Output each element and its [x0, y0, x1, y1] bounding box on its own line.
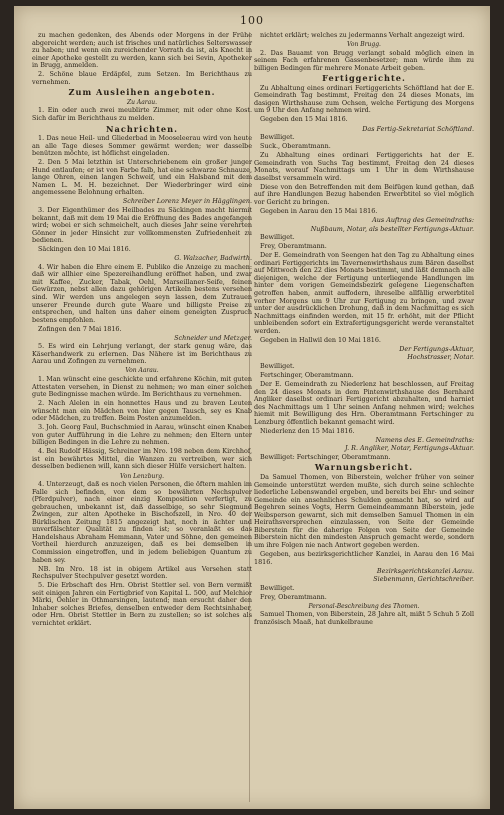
paragraph: Der E. Gemeindrath zu Niederlenz hat beschlossen, auf Freitag den 24 dieses Monats in dem Pintenwirthshause des Bernhard Angliker daselbst ordinari Fertiggericht abzuhalten, und harniet des Nachmittags um 1 Uhr seinen Anfang nehmen wird; welches hiemit mit Bewilligung des Hrn. Oberamtmann Fertschinger zu Lenzburg öffentlich bekannt gemacht wird. — [254, 379, 474, 426]
signature-line: Nußbaum, Notar, als bestellter Fertigungs-Aktuar. — [310, 224, 474, 233]
paragraph: 1. Das neue Heil- und Gliederbad in Mooseleerau wird von heute an alle Tage dieses Sommer gewärmt werden; wer dasselbe benützen möchte, ist höflichst eingeladen. — [32, 134, 252, 158]
section-heading: Warnungsbericht. — [314, 462, 414, 473]
paragraph: zu machen gedenken, des Abends oder Morgens in der Frühe abgereicht werden; auch ist frisches und natürliches Selterswasser zu haben; und wenn ein zureichender Vorrath da ist, als Knecht in einer Apotheke gestellt zu werden, kann sich bei Sevin, Apotheker in Brugg, anmelden. — [32, 31, 252, 70]
signature-line: G. Walzacher, Badwirth. — [174, 254, 252, 263]
signature-line: Schreiber Lorenz Meyer in Hägglingen. — [122, 197, 252, 206]
paragraph: 4. Unterzeugt, daß es noch vielen Personen, die öftern mahlen im Falle sich befinden, von dem so bewährten Nechspulver (Pferdpulver), nach einer einzig Komposition verfertigt, zu gebrauchen, unbekannt ist, daß dasselbige, so sehr Siegmund Zwingen, zur alten Apotheke in Bischofszell, in Nro. 40 der Bürklischen Zeitung 1815 angezeigt hat, noch in ächter und unverfälschter Qualität zu finden ist; so veranlaßt es das Handelshaus Abraham Hemmann, Vater und Söhne, den gemeinen Vortheil hierdurch anzuzeigen, daß es bei demselben in Commission eingetroffen, und in jedem beliebigen Quantum zu haben sey. — [32, 480, 252, 564]
paragraph: Bewilliget. — [260, 583, 295, 592]
paragraph: 4. Bei Rudolf Hässig, Schreiner im Nro. 198 neben dem Kirchhof, ist ein bewährtes Mittel, die Wanzen zu vertreiben, wer sich desselben bedienen will, kann sich dieser Hülfe versichert halten. — [32, 447, 252, 471]
paragraph: 4. Wir haben die Ehre einem E. Publiko die Anzeige zu machen: daß wir allhier eine Spezereihandlung eröffnet haben, und zwar mit Kaffee, Zucker, Tabak, Oehl, Marseillaner-Seife, feinen Gewürzen, nebst allen dazu gehörigen Artikeln bestens versehen sind. Wir werden uns angelegen seyn lassen, dem Zutrauen unserer Freunde durch gute Waare und billigste Preise zu entsprechen, und halten uns daher einem geneigten Zuspruch bestens empfohlen. — [32, 262, 252, 324]
paragraph: Bewilliget: Fertschinger, Oberamtmann. — [260, 452, 391, 461]
location-subheading: Von Aarau. — [125, 367, 159, 375]
paragraph: 2. Das Bauamt von Brugg verlangt sobald möglich einen in seinem Fach erfahrenen Gassenbesetzer; man würde ihm zu billigen Bedingen für mehrere Monate Arbeit geben. — [254, 48, 474, 72]
paragraph: 2. Nach Alelen in ein honnettes Haus und zu braven Leuten wünscht man ein Mädchen von hier gegen Tausch, sey es Knab oder Mädchen, zu treffen. Beim Posten anzumelden. — [32, 399, 252, 423]
paragraph: Fertschinger, Oberamtmann. — [260, 370, 354, 379]
signature-line: Das Fertig-Sekretariat Schöftland. — [362, 124, 474, 133]
paragraph: 3. Joh. Georg Faul, Buchschmied in Aarau, wünscht einen Knaben von guter Aufführung in die Lehre zu nehmen; den Eltern unter billigen Bedingen in die Lehre zu nehmen. — [32, 423, 252, 447]
paragraph: 2. Den 5 Mai letzthin ist Unterschriebenem ein großer junger Hund entlaufen; er ist von Farbe falb, hat eine schwarze Schnauze, lange Ohren, einen langen Schweif, und ein Halsband mit dem Namen L. M. H. bezeichnet. Der Wiederbringer wird eine angemessene Belohnung erhalten. — [32, 158, 252, 197]
section-heading: Nachrichten. — [106, 123, 178, 134]
newspaper-page — [14, 6, 490, 809]
paragraph: Gegeben in Hallwil den 10 Mai 1816. — [260, 335, 381, 344]
column-divider — [249, 32, 250, 802]
paragraph: Gegeben den 15 Mai 1816. — [260, 115, 348, 124]
paragraph: Der E. Gemeindrath von Seengen hat den Tag zu Abhaltung eines ordinari Fertiggerichts im Tavernenwirthshaus zum Bären daselbst auf Mittwoch den 22 dies Monats bestimmt, und läßt demnach alle diejenigen, welche der Fertigung unterliegende Handlungen im hinter dem vorigen Gemeindsbezirk gelegene Liegenschaften getroffen haben, anmit auffodern, ihreselbe allfällig erwerbtitel vorher Morgens um 9 Uhr zur Fertigung zu bringen, und zwar unter der ausdrücklichen Drohung, daß in dem Nachmittag es sich Nachmittags einfinden werden, mit 15 fr. erhöht, mit der Pflicht unbleibenden sofort ein Extrafertigungsgericht werde veranstaltet werden. — [254, 251, 474, 335]
paragraph: 1. Man wünscht eine geschickte und erfahrene Köchin, mit guten Attestaten versehen, in Dienst zu nehmen; wo man einer solchen gute Bedingnisse machen würde. Im Berichthaus zu vernehmen. — [32, 374, 252, 399]
location-subheading: Von Brugg. — [347, 41, 381, 49]
paragraph: Frey, Oberamtmann. — [260, 592, 327, 601]
paragraph: Da Samuel Thomen, von Biberstein, welcher früher von seiner Gemeinde unterstützt werden mußte, sich durch seine schlechte liederliche Lebenswandel ergeben, und bereits bei Ehr- und seiner Gemeinde ein ansehnliches Schulden gemacht hat, so wird auf Begehren seines Vogts, Herrn Gemeindeammann Biberstein, jede Weibsperson gewarnt, sich mit demselben Samuel Thomen in ein Heirathsversprechen einzulassen, von Seite der Gemeinde Biberstein für die daherige Folgen von Seite der Gemeinde Biberstein nicht den mindesten Anspruch gemacht werde, sondern um ihre Folgen nie nach Antwort gegeben werden. — [254, 472, 474, 549]
location-subheading: Von Lenzburg. — [119, 472, 165, 480]
signature-line: Namens des E. Gemeindraths: — [375, 435, 474, 444]
signature-line: Der Fertigungs-Aktuar, — [399, 344, 474, 353]
section-heading: Fertiggerichte. — [322, 73, 406, 84]
paragraph: 5. Es wird ein Lehrjung verlangt, der stark genug wäre, das Käserhandwerk zu erlernen. Das Nähere ist im Berichthaus zu Aarau und Zofingen zu vernehmen. — [32, 342, 252, 366]
paragraph: Suck., Oberamtmann. — [260, 142, 331, 151]
section-heading: Zum Ausleihen angeboten. — [68, 87, 216, 98]
paragraph: Frey, Oberamtmann. — [260, 242, 327, 251]
paragraph: 1. Ein oder auch zwei meublirte Zimmer, mit oder ohne Kost. Sich dafür im Berichthaus zu melden. — [32, 106, 252, 122]
signature-line: J. R. Angliker, Notar, Fertigungs-Aktuar. — [345, 444, 474, 453]
paragraph: 3. Der Eigenthümer des Heilbades zu Säckingen macht hiermit bekannt, daß mit dem 19 Mai die Eröffnung des Bades angefangen wird; wobei er sich schmeichelt, auch dieses Jahr seine verehrten Gönner in jeder Hinsicht zur vollkommensten Zufriedenheit zu bedienen. — [32, 205, 252, 245]
paragraph: 5. Die Erbschaft des Hrn. Obrist Stettler sel. von Bern vermißt seit einigen Jahren ein Fertigbrief von Kapital L. 500, auf Melchior Märki, Oehler in Othmarsingen, lautend; man ersucht daher den Inhaber solches Briefes, denselben entweder dem Rechtsinhaber, oder Hrn. Obrist Stettler in Bern zu zustellen; so ist solches als vernichtet erklärt. — [32, 581, 252, 627]
paragraph: Bewilliget. — [260, 361, 295, 370]
signature-line: Hochstrasser, Notar. — [407, 353, 474, 362]
paragraph: Gegeben in Aarau den 15 Mai 1816. — [260, 206, 378, 215]
paragraph: Bewilliget. — [260, 233, 295, 242]
signature-line: Schneider und Metzger. — [174, 333, 252, 342]
paragraph: Zu Abhaltung eines ordinari Fertiggerichts Schöftland hat der E. Gemeindrath Tag bestimmt, Freitag den 24 dieses Monats, im dasigen Wirthshause zum Ochsen, welche Fertigung des Morgens um 9 Uhr den Anfang nehmen wird. — [254, 83, 474, 115]
paragraph: Bewilliget. — [260, 133, 295, 142]
paragraph: Diese von den Betreffenden mit dem Beifügen kund gethan, daß auf ihre Handlungen Bezug habenden Erwerbtitel so viel möglich vor Gericht zu bringen. — [254, 182, 474, 206]
left-column — [32, 32, 252, 629]
paragraph: Samuel Thomen, von Biberstein, 28 Jahre alt, mißt 5 Schuh 5 Zoll französisch Maaß, hat dunkelbraune — [254, 610, 474, 626]
paragraph: Niederlenz den 15 Mai 1816. — [260, 426, 355, 435]
paragraph: Gegeben, aus bezirksgerichtlicher Kanzlei, in Aarau den 16 Mai 1816. — [254, 549, 474, 566]
paragraph: NB. Im Nro. 18 ist in obigem Artikel aus Versehen statt Rechspulver Stechpulver gesetzt worden. — [32, 564, 252, 581]
paragraph: Säckingen den 10 Mai 1816. — [38, 245, 131, 254]
signature-line: Bezirksgerichtskanzlei Aarau. — [376, 566, 474, 575]
paragraph: 2. Schöne blaue Erdäpfel, zum Setzen. Im Berichthaus zu vernehmen. — [32, 70, 252, 86]
paragraph: Zu Abhaltung eines ordinari Fertiggerichts hat der E. Gemeindrath von Suchs Tag bestimmt, Freitag den 24 dieses Monats, worauf Nachmittags um 1 Uhr in dem Wirthshause daselbst versammeln wird. — [254, 151, 474, 182]
location-subheading: Zu Aarau. — [126, 98, 158, 106]
page-number: 100 — [240, 14, 264, 27]
paragraph: Zofingen den 7 Mai 1816. — [38, 324, 122, 333]
right-column — [254, 32, 474, 628]
paragraph: nichtet erklärt; welches zu jedermanns Verhalt angezeigt wird. — [260, 31, 465, 39]
location-subheading: Personal-Beschreibung des Thomen. — [308, 602, 420, 610]
signature-line: Aus Auftrag des Gemeindraths: — [372, 216, 474, 225]
signature-line: Siebenmann, Gerichtschreiber. — [373, 575, 474, 584]
